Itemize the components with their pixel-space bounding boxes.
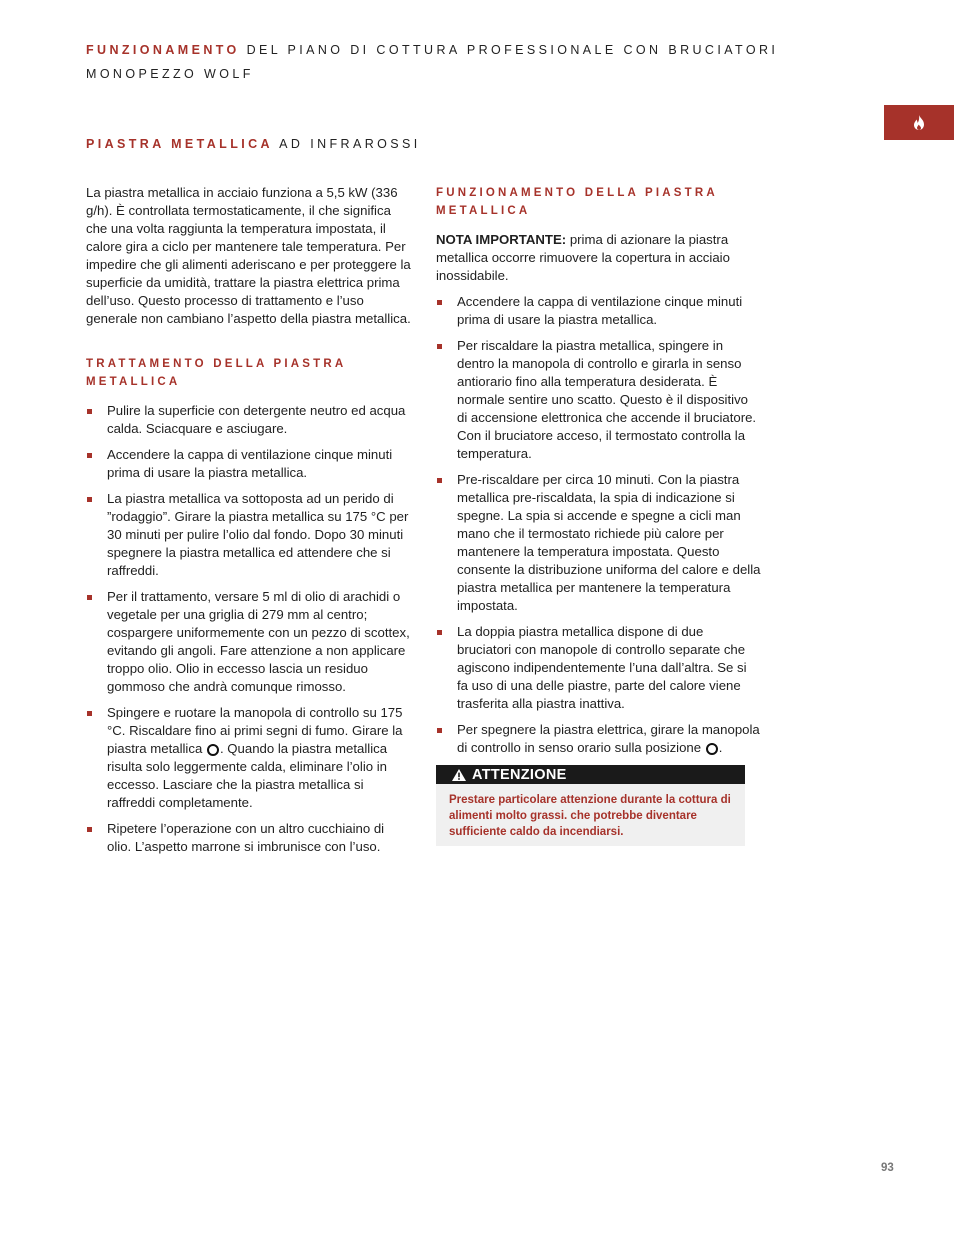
bullet-marker (87, 497, 92, 502)
page-header (86, 38, 786, 86)
list-item (436, 337, 761, 463)
treatment-heading: TRATTAMENTO DELLA PIASTRA METALLICA (86, 358, 346, 388)
warning-header (436, 765, 745, 784)
section-title (86, 137, 421, 151)
bullet-marker (437, 300, 442, 305)
section-tab (884, 105, 954, 140)
list-item (86, 402, 411, 438)
bullet-marker (87, 827, 92, 832)
warning-title: ATTENZIONE (472, 766, 567, 783)
list-item-text: Accendere la cappa di ventilazione cinque minuti prima di usare la piastra metallica. (457, 294, 743, 327)
list-item-text: Per il trattamento, versare 5 ml di olio di arachidi o vegetale per una griglia di 279 mm al centro; cospargere uniformemente con un pezzo di scottex, evitando gli angoli. Fare attenzione a non applicare troppo olio. Olio in eccesso lascia un residuo gommoso che andrà comunque rimosso. (107, 589, 410, 694)
list-item-text: La doppia piastra metallica dispone di due bruciatori con manopole di controllo separate che agiscono indipendentemente l’una dall’altra. Se si fa uso di una delle piastre, parte del calore viene trasferita alla piastra inattiva. (457, 624, 747, 711)
list-item (86, 704, 411, 812)
list-item (436, 293, 761, 329)
list-item-text: La piastra metallica va sottoposta ad un perido di ”rodaggio”. Girare la piastra metallica su 175 °C per 30 minuti per pulire l’olio dal fondo. Dopo 30 minuti spegnere la piastra metallica ed attendere che si raffreddi. (107, 491, 409, 578)
important-note (436, 231, 761, 285)
list-item-text: Pulire la superficie con detergente neutro ed acqua calda. Sciacquare e asciugare. (107, 403, 406, 436)
header-rest: DEL PIANO DI COTTURA PROFESSIONALE CON BRUCIATORI (246, 43, 779, 57)
section-title-rest: AD INFRAROSSI (279, 137, 421, 151)
bullet-marker (87, 711, 92, 716)
list-item (86, 490, 411, 580)
list-item-text: . Quando la piastra metallica risulta solo leggermente calda, eliminare l’olio in eccesso. Lasciare che la piastra metallica si raffreddi completamente. (107, 741, 388, 810)
intro-paragraph: La piastra metallica in acciaio funziona a 5,5 kW (336 g/h). È controllata termostaticamente, il che significa che una volta raggiunta la temperatura impostata, il calore gira a ciclo per mantenere tale temperatura. Per impedire che gli alimenti aderiscano e per proteggere la superficie da umidità, trattare la piastra elettrica prima dell’uso. Questo processo di trattamento e l’uso generale non cambiano l’aspetto della piastra metallica. (86, 185, 411, 326)
treatment-list (86, 402, 411, 856)
list-item-text: Per riscaldare la piastra metallica, spingere in dentro la manopola di controllo e girarla in senso antiorario fino alla temperatura desiderata. È normale sentire uno scatto. Questo è il dispositivo di accensione elettronica che accende il bruciatore. Con il bruciatore acceso, il termostato controlla la temperatura. (457, 338, 757, 461)
warning-box (436, 765, 745, 846)
list-item (86, 820, 411, 856)
header-line-2: MONOPEZZO WOLF (86, 67, 254, 81)
list-item (86, 588, 411, 696)
list-item-text: Pre-riscaldare per circa 10 minuti. Con la piastra metallica pre-riscaldata, la spia di indicazione si spegne. La spia si accende e spegne a cicli man mano che il termostato richiede più calore per mantenere la temperatura impostata. Questo consente la distribuzione uniforma del calore e della piastra metallica per mantenere la temperatura impostata. (457, 472, 761, 613)
knob-off-icon (207, 744, 219, 756)
header-line-1 (86, 38, 786, 62)
header-strong: FUNZIONAMENTO (86, 43, 240, 57)
left-column (86, 184, 411, 864)
right-column (436, 184, 761, 846)
list-item (436, 471, 761, 615)
note-label: NOTA IMPORTANTE: (436, 232, 567, 247)
bullet-marker (437, 630, 442, 635)
bullet-marker (87, 409, 92, 414)
page-number: 93 (881, 1162, 894, 1174)
list-item-text: Accendere la cappa di ventilazione cinque minuti prima di usare la piastra metallica. (107, 447, 393, 480)
warning-text: Prestare particolare attenzione durante la cottura di alimenti molto grassi. che potrebbe diventare sufficiente caldo da incendiarsi. (436, 784, 745, 846)
bullet-marker (437, 728, 442, 733)
flame-icon (913, 115, 925, 130)
list-item (436, 623, 761, 713)
knob-off-icon (706, 743, 718, 755)
list-item-text: Spingere e ruotare la manopola di controllo su 175 °C. Riscaldare fino ai primi segni di fumo. Girare la piastra metallica (107, 705, 403, 756)
list-item (86, 446, 411, 482)
list-item-text: . (718, 740, 723, 755)
bullet-marker (437, 344, 442, 349)
bullet-marker (87, 453, 92, 458)
note-text: prima di azionare la piastra metallica occorre rimuovere la copertura in acciaio inossidabile. (436, 232, 730, 283)
section-title-strong: PIASTRA METALLICA (86, 137, 273, 151)
list-item (436, 721, 761, 757)
operation-heading: FUNZIONAMENTO DELLA PIASTRA METALLICA (436, 187, 718, 217)
bullet-marker (437, 478, 442, 483)
list-item-text: Per spegnere la piastra elettrica, girare la manopola di controllo in senso orario sulla posizione (457, 722, 760, 755)
operation-list (436, 293, 761, 757)
warning-triangle-icon (452, 769, 466, 781)
list-item-text: Ripetere l’operazione con un altro cucchiaino di olio. L’aspetto marrone si imbrunisce con l’uso. (107, 821, 385, 854)
bullet-marker (87, 595, 92, 600)
